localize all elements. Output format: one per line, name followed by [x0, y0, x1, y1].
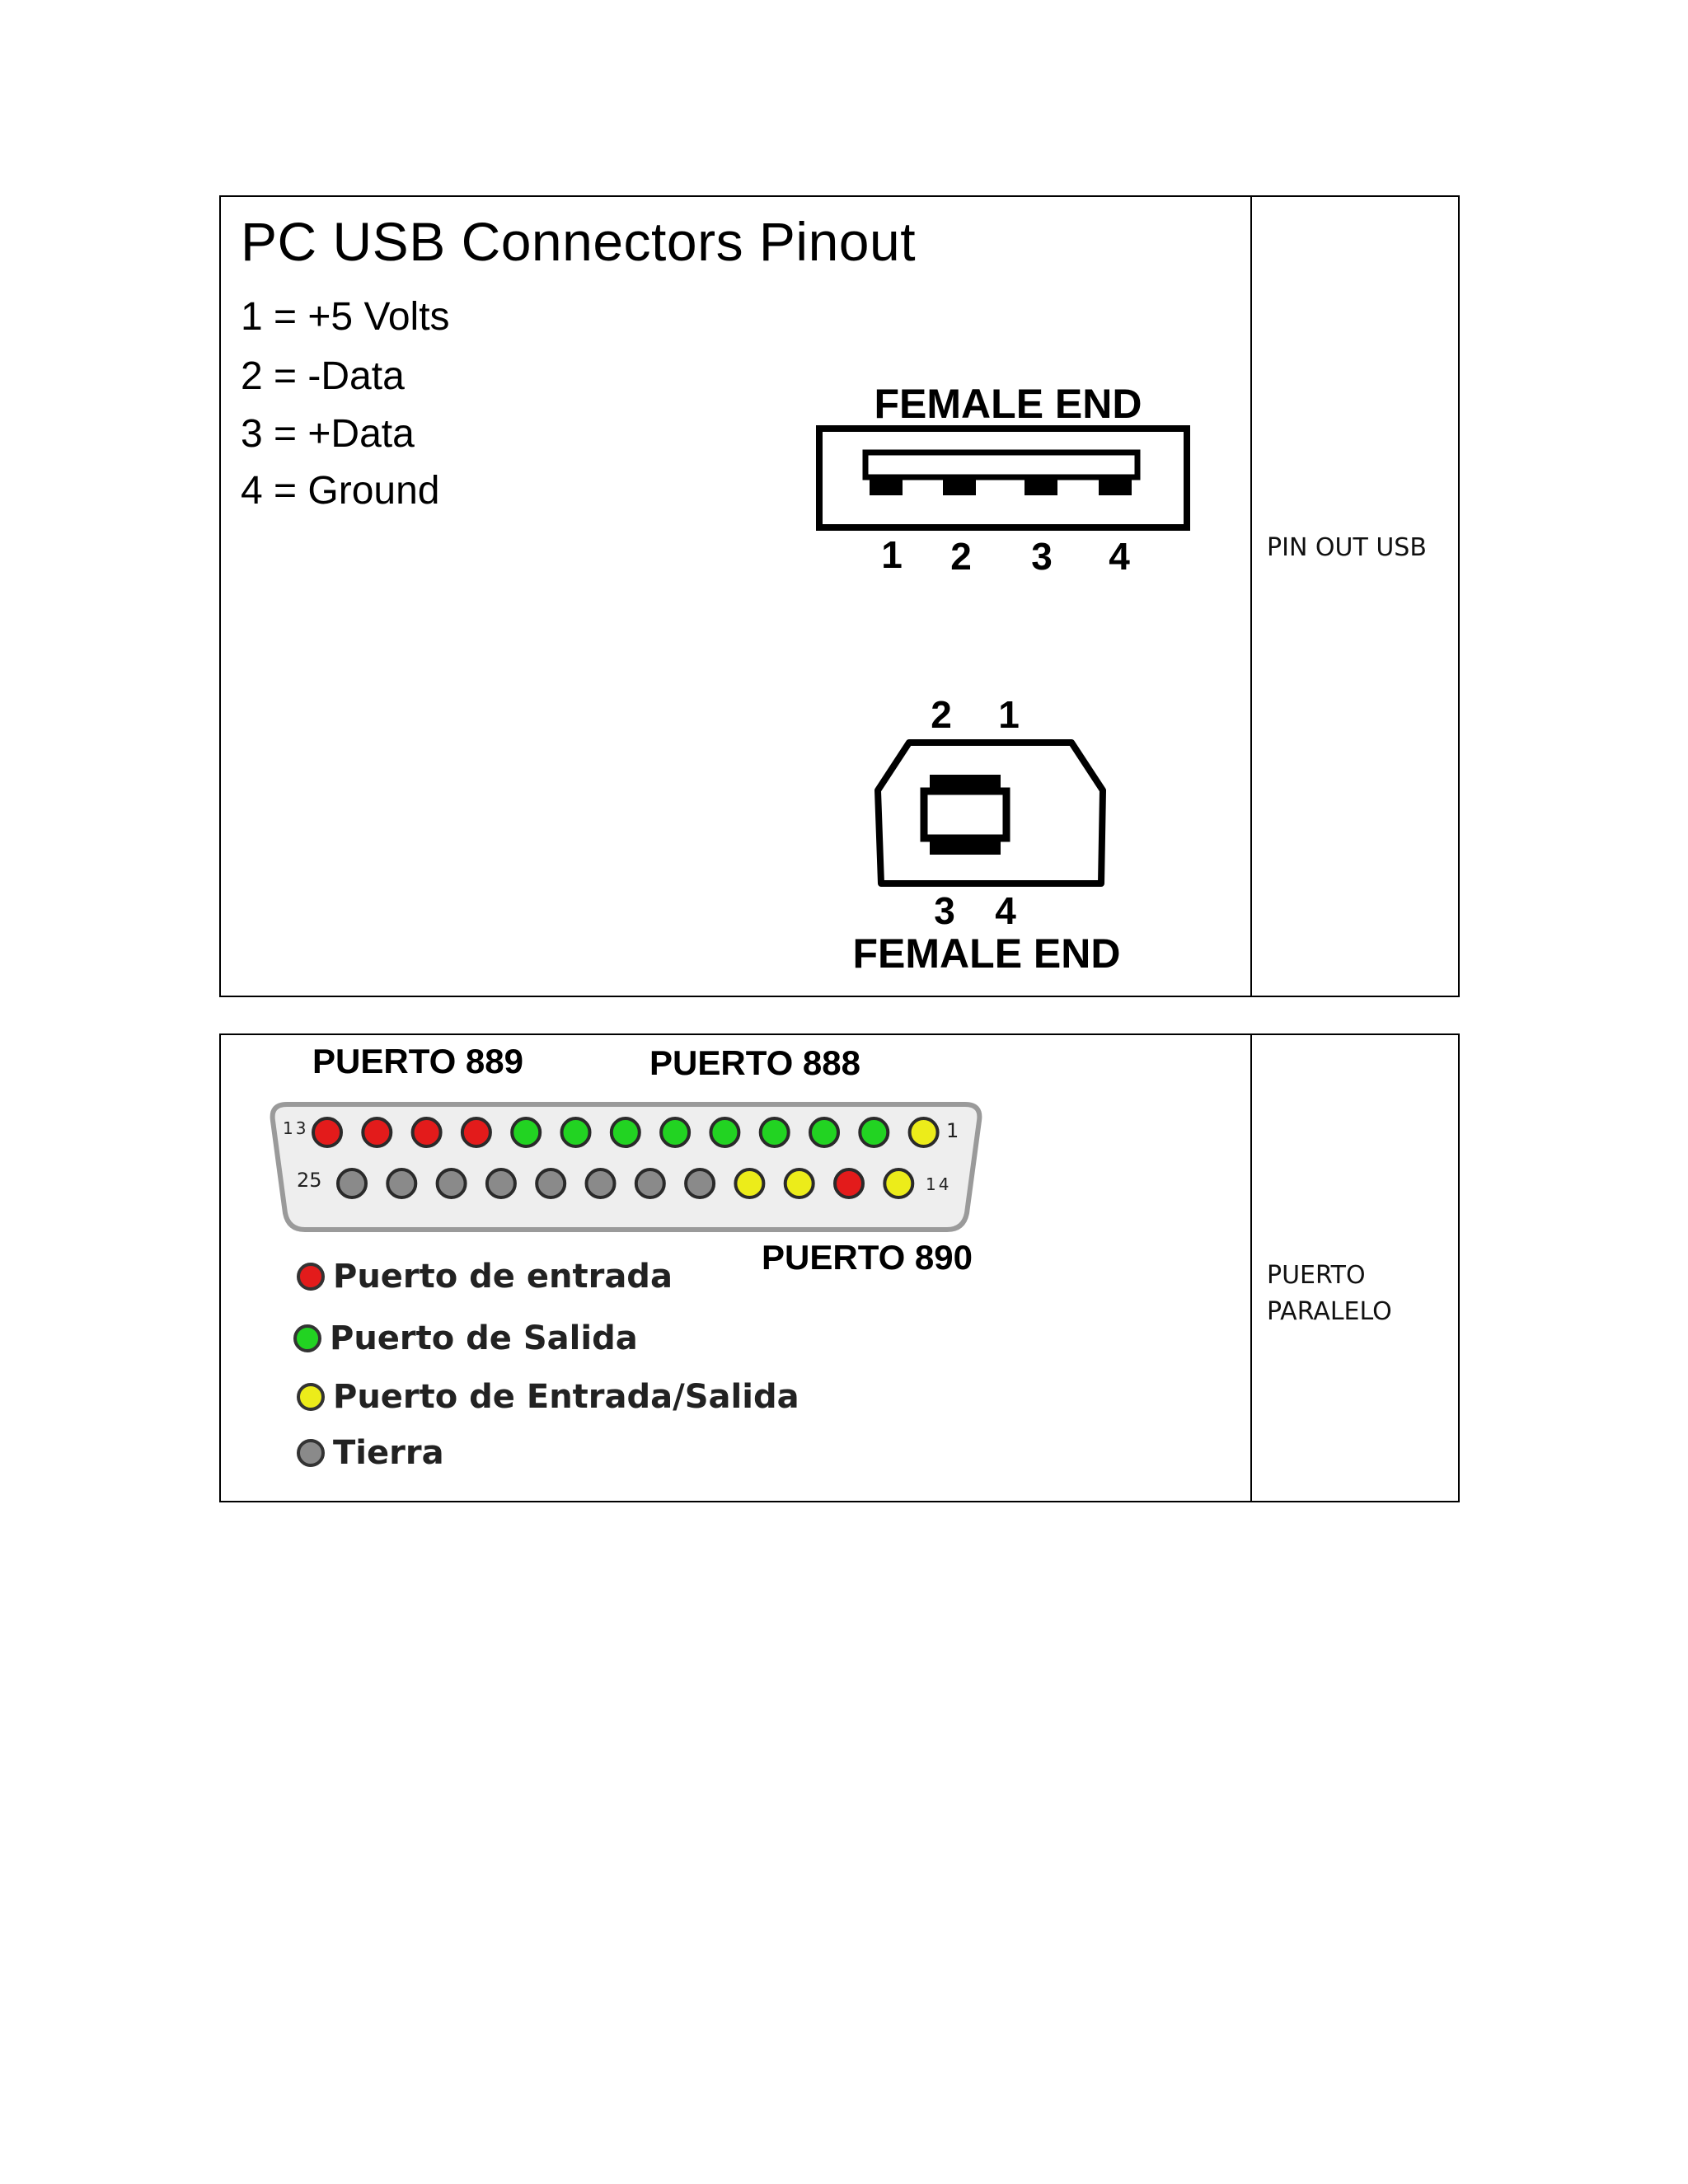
type-b-label: FEMALE END — [852, 930, 1121, 977]
pin-corner-label: 1 — [946, 1119, 959, 1142]
port-label-890: PUERTO 890 — [762, 1238, 973, 1277]
pin-green-dot — [710, 1118, 738, 1146]
legend-label: Puerto de Entrada/Salida — [333, 1378, 799, 1416]
type-a-label: FEMALE END — [874, 381, 1142, 427]
pin-green-dot — [562, 1118, 590, 1146]
red-dot-icon — [297, 1263, 325, 1291]
type-b-pin-number: 1 — [998, 693, 1020, 736]
usb-table — [219, 195, 1460, 997]
pin-yellow-dot — [785, 1169, 814, 1197]
pin-corner-label: 25 — [297, 1169, 322, 1192]
type-b-pin-number: 4 — [995, 889, 1016, 932]
pin-gray-dot — [438, 1169, 466, 1197]
pin-green-dot — [761, 1118, 789, 1146]
pin-gray-dot — [338, 1169, 366, 1197]
pin-gray-dot — [387, 1169, 415, 1197]
legend-label: Puerto de entrada — [333, 1258, 673, 1296]
green-dot-icon — [293, 1324, 321, 1352]
pin-definition: 1 = +5 Volts — [241, 295, 450, 339]
pin-corner-label: 14 — [926, 1174, 952, 1194]
pin-yellow-dot — [884, 1169, 912, 1197]
type-a-pin-number: 1 — [881, 533, 903, 576]
usb-caption-cell — [1252, 197, 1458, 996]
type-b-pin-number: 3 — [934, 889, 955, 932]
pin-red-dot — [413, 1118, 441, 1146]
pin-corner-label: 13 — [283, 1118, 309, 1138]
parallel-caption — [1267, 1258, 1456, 1330]
legend-item-input-output — [297, 1378, 799, 1416]
yellow-dot-icon — [297, 1383, 325, 1411]
usb-caption: PIN OUT USB — [1267, 533, 1427, 562]
usb-type-b-connector-icon — [878, 743, 1103, 883]
pin-yellow-dot — [735, 1169, 763, 1197]
type-a-pin-number: 4 — [1109, 535, 1130, 578]
parallel-caption-line: PARALELO — [1267, 1297, 1392, 1326]
pin-yellow-dot — [910, 1118, 938, 1146]
parallel-caption-line: PUERTO — [1267, 1261, 1366, 1290]
gray-dot-icon — [297, 1439, 325, 1467]
usb-type-a-connector-icon — [819, 429, 1187, 527]
pin-green-dot — [512, 1118, 540, 1146]
legend-label: Tierra — [333, 1434, 444, 1472]
parallel-diagram-cell — [221, 1035, 1252, 1501]
pin-gray-dot — [686, 1169, 714, 1197]
port-label-888: PUERTO 888 — [649, 1043, 860, 1082]
pin-green-dot — [612, 1118, 640, 1146]
pin-red-dot — [363, 1118, 391, 1146]
usb-title: PC USB Connectors Pinout — [241, 211, 917, 272]
pin-green-dot — [661, 1118, 689, 1146]
pin-green-dot — [860, 1118, 888, 1146]
pin-gray-dot — [587, 1169, 615, 1197]
legend-label: Puerto de Salida — [330, 1319, 638, 1357]
type-a-pin-number: 2 — [950, 535, 972, 578]
pin-definition: 2 = -Data — [241, 354, 405, 398]
pin-gray-dot — [636, 1169, 664, 1197]
legend-item-output — [293, 1319, 638, 1357]
pin-gray-dot — [487, 1169, 515, 1197]
pin-red-dot — [462, 1118, 490, 1146]
pin-definition: 4 = Ground — [241, 469, 440, 513]
port-label-889: PUERTO 889 — [312, 1042, 523, 1080]
usb-diagram-cell — [221, 197, 1252, 996]
parallel-table — [219, 1033, 1460, 1502]
pin-gray-dot — [537, 1169, 565, 1197]
legend-item-ground — [297, 1434, 444, 1472]
pin-definition: 3 = +Data — [241, 412, 415, 456]
parallel-caption-cell — [1252, 1035, 1458, 1501]
legend-item-input — [297, 1258, 673, 1296]
pin-green-dot — [810, 1118, 838, 1146]
pin-red-dot — [835, 1169, 863, 1197]
type-a-pin-number: 3 — [1031, 535, 1053, 578]
type-b-pin-number: 2 — [931, 693, 952, 736]
pin-red-dot — [313, 1118, 341, 1146]
usb-connectors-diagram — [221, 197, 1250, 996]
